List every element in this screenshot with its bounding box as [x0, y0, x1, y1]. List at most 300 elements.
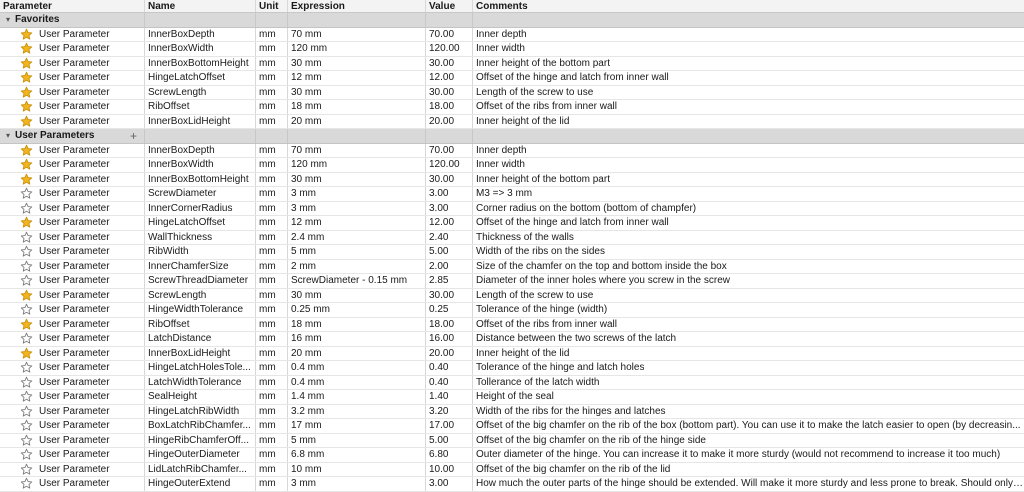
chevron-down-icon[interactable]: ▾ — [5, 15, 10, 25]
parameter-expression: 3.2 mm — [291, 405, 325, 417]
parameter-cell — [0, 332, 145, 346]
parameter-unit: mm — [259, 86, 276, 98]
comment-cell[interactable] — [473, 434, 1024, 448]
parameter-expression: 10 mm — [291, 463, 322, 475]
unit-cell[interactable] — [256, 42, 288, 56]
unit-cell[interactable] — [256, 463, 288, 477]
expression-cell[interactable] — [288, 405, 426, 419]
parameter-unit: mm — [259, 275, 276, 287]
table-row[interactable] — [0, 303, 1024, 318]
table-row[interactable] — [0, 42, 1024, 57]
parameter-unit: mm — [259, 405, 276, 417]
table-row[interactable] — [0, 448, 1024, 463]
comment-cell[interactable] — [473, 260, 1024, 274]
value-cell — [426, 202, 473, 216]
table-row[interactable] — [0, 463, 1024, 478]
expression-cell[interactable] — [288, 231, 426, 245]
unit-cell[interactable] — [256, 303, 288, 317]
value-cell — [426, 361, 473, 375]
star-filled-icon[interactable] — [20, 100, 33, 113]
star-outline-icon[interactable] — [20, 477, 33, 490]
parameter-unit: mm — [259, 144, 276, 156]
expression-cell[interactable] — [288, 245, 426, 259]
table-row[interactable] — [0, 173, 1024, 188]
group-empty-cell — [145, 129, 256, 143]
star-filled-icon[interactable] — [20, 71, 33, 84]
unit-cell[interactable] — [256, 245, 288, 259]
parameter-type: User Parameter — [39, 173, 110, 185]
unit-cell[interactable] — [256, 289, 288, 303]
name-cell[interactable] — [145, 405, 256, 419]
star-outline-icon[interactable] — [20, 376, 33, 389]
comment-cell[interactable] — [473, 144, 1024, 158]
unit-cell[interactable] — [256, 144, 288, 158]
name-cell[interactable] — [145, 390, 256, 404]
name-cell[interactable] — [145, 245, 256, 259]
parameter-type: User Parameter — [39, 376, 110, 388]
parameter-cell — [0, 289, 145, 303]
parameter-expression: 70 mm — [291, 144, 322, 156]
parameter-value: 3.00 — [429, 478, 449, 490]
star-filled-icon[interactable] — [20, 289, 33, 302]
parameter-value: 0.40 — [429, 376, 449, 388]
name-cell[interactable] — [145, 100, 256, 114]
table-row[interactable] — [0, 231, 1024, 246]
group-empty-cell — [256, 129, 288, 143]
group-row-user-parameters[interactable] — [0, 129, 1024, 144]
column-header-expression[interactable] — [288, 0, 426, 12]
group-empty-cell — [473, 129, 1024, 143]
parameter-cell — [0, 158, 145, 172]
parameter-type: User Parameter — [39, 159, 110, 171]
star-filled-icon[interactable] — [20, 86, 33, 99]
name-cell[interactable] — [145, 71, 256, 85]
comment-cell[interactable] — [473, 216, 1024, 230]
unit-cell[interactable] — [256, 390, 288, 404]
parameter-comment: Tolerance of the hinge and latch holes — [476, 362, 645, 374]
table-row[interactable] — [0, 347, 1024, 362]
unit-cell[interactable] — [256, 158, 288, 172]
name-cell[interactable] — [145, 57, 256, 71]
star-outline-icon[interactable] — [20, 260, 33, 273]
parameter-expression: 3 mm — [291, 188, 316, 200]
table-row[interactable] — [0, 216, 1024, 231]
unit-cell[interactable] — [256, 115, 288, 129]
comment-cell[interactable] — [473, 376, 1024, 390]
unit-cell[interactable] — [256, 477, 288, 491]
unit-cell[interactable] — [256, 173, 288, 187]
name-cell[interactable] — [145, 318, 256, 332]
column-header-label: Value — [429, 0, 456, 12]
parameter-type: User Parameter — [39, 289, 110, 301]
group-label: User Parameters — [15, 130, 95, 142]
parameter-type: User Parameter — [39, 28, 110, 40]
unit-cell[interactable] — [256, 202, 288, 216]
star-outline-icon[interactable] — [20, 361, 33, 374]
unit-cell[interactable] — [256, 318, 288, 332]
table-row[interactable] — [0, 289, 1024, 304]
expression-cell[interactable] — [288, 57, 426, 71]
column-header-label: Unit — [259, 0, 279, 12]
expression-cell[interactable] — [288, 187, 426, 201]
comment-cell[interactable] — [473, 463, 1024, 477]
parameter-cell — [0, 390, 145, 404]
column-header-label: Expression — [291, 0, 345, 12]
name-cell[interactable] — [145, 376, 256, 390]
star-outline-icon[interactable] — [20, 274, 33, 287]
parameter-name: HingeLatchOffset — [148, 72, 226, 84]
name-cell[interactable] — [145, 144, 256, 158]
parameter-value: 5.00 — [429, 434, 449, 446]
star-outline-icon[interactable] — [20, 390, 33, 403]
star-filled-icon[interactable] — [20, 57, 33, 70]
parameter-name: ScrewDiameter — [148, 188, 217, 200]
comment-cell[interactable] — [473, 187, 1024, 201]
table-row[interactable] — [0, 419, 1024, 434]
name-cell[interactable] — [145, 202, 256, 216]
name-cell[interactable] — [145, 28, 256, 42]
comment-cell[interactable] — [473, 202, 1024, 216]
name-cell[interactable] — [145, 361, 256, 375]
name-cell[interactable] — [145, 419, 256, 433]
unit-cell[interactable] — [256, 332, 288, 346]
parameter-cell — [0, 231, 145, 245]
parameter-type: User Parameter — [39, 260, 110, 272]
parameter-unit: mm — [259, 217, 276, 229]
star-outline-icon[interactable] — [20, 434, 33, 447]
table-header — [0, 0, 1024, 13]
table-row[interactable] — [0, 477, 1024, 492]
star-outline-icon[interactable] — [20, 202, 33, 215]
table-row[interactable] — [0, 361, 1024, 376]
expression-cell[interactable] — [288, 332, 426, 346]
star-filled-icon[interactable] — [20, 158, 33, 171]
value-cell — [426, 42, 473, 56]
expression-cell[interactable] — [288, 173, 426, 187]
parameter-comment: Inner width — [476, 43, 525, 55]
column-header-name[interactable] — [145, 0, 256, 12]
name-cell[interactable] — [145, 274, 256, 288]
comment-cell[interactable] — [473, 274, 1024, 288]
comment-cell[interactable] — [473, 303, 1024, 317]
parameter-unit: mm — [259, 57, 276, 69]
value-cell — [426, 71, 473, 85]
parameter-type: User Parameter — [39, 347, 110, 359]
table-row[interactable] — [0, 245, 1024, 260]
expression-cell[interactable] — [288, 216, 426, 230]
user-parameter-rows — [0, 144, 1024, 492]
expression-cell[interactable] — [288, 318, 426, 332]
expression-cell[interactable] — [288, 158, 426, 172]
parameter-name: LatchWidthTolerance — [148, 376, 242, 388]
comment-cell[interactable] — [473, 405, 1024, 419]
expression-cell[interactable] — [288, 42, 426, 56]
name-cell[interactable] — [145, 86, 256, 100]
parameter-value: 18.00 — [429, 318, 455, 330]
parameter-unit: mm — [259, 478, 276, 490]
value-cell — [426, 187, 473, 201]
comment-cell[interactable] — [473, 289, 1024, 303]
expression-cell[interactable] — [288, 86, 426, 100]
parameter-value: 2.40 — [429, 231, 449, 243]
name-cell[interactable] — [145, 173, 256, 187]
expression-cell[interactable] — [288, 100, 426, 114]
value-cell — [426, 419, 473, 433]
parameter-value: 30.00 — [429, 86, 455, 98]
star-filled-icon[interactable] — [20, 115, 33, 128]
table-row[interactable] — [0, 86, 1024, 101]
table-row[interactable] — [0, 187, 1024, 202]
parameter-unit: mm — [259, 72, 276, 84]
name-cell[interactable] — [145, 289, 256, 303]
table-row[interactable] — [0, 115, 1024, 130]
star-outline-icon[interactable] — [20, 231, 33, 244]
parameter-value: 30.00 — [429, 173, 455, 185]
comment-cell[interactable] — [473, 332, 1024, 346]
star-outline-icon[interactable] — [20, 419, 33, 432]
comment-cell[interactable] — [473, 115, 1024, 129]
table-row[interactable] — [0, 405, 1024, 420]
parameter-cell — [0, 144, 145, 158]
expression-cell[interactable] — [288, 274, 426, 288]
star-outline-icon[interactable] — [20, 303, 33, 316]
star-filled-icon[interactable] — [20, 347, 33, 360]
star-filled-icon[interactable] — [20, 42, 33, 55]
star-filled-icon[interactable] — [20, 318, 33, 331]
table-row[interactable] — [0, 390, 1024, 405]
unit-cell[interactable] — [256, 434, 288, 448]
parameter-value: 18.00 — [429, 101, 455, 113]
parameter-name: InnerBoxWidth — [148, 43, 214, 55]
unit-cell[interactable] — [256, 231, 288, 245]
table-row[interactable] — [0, 434, 1024, 449]
comment-cell[interactable] — [473, 390, 1024, 404]
unit-cell[interactable] — [256, 419, 288, 433]
parameter-type: User Parameter — [39, 43, 110, 55]
parameter-unit: mm — [259, 246, 276, 258]
unit-cell[interactable] — [256, 86, 288, 100]
name-cell[interactable] — [145, 216, 256, 230]
table-row[interactable] — [0, 158, 1024, 173]
expression-cell[interactable] — [288, 202, 426, 216]
expression-cell[interactable] — [288, 463, 426, 477]
table-row[interactable] — [0, 144, 1024, 159]
parameter-name: LatchDistance — [148, 333, 212, 345]
parameter-name: HingeLatchOffset — [148, 217, 226, 229]
parameter-comment: Offset of the big chamfer on the rib of the hinge side — [476, 434, 706, 446]
comment-cell[interactable] — [473, 57, 1024, 71]
comment-cell[interactable] — [473, 477, 1024, 491]
table-row[interactable] — [0, 274, 1024, 289]
comment-cell[interactable] — [473, 419, 1024, 433]
name-cell[interactable] — [145, 477, 256, 491]
parameter-comment: Length of the screw to use — [476, 86, 594, 98]
column-header-comments[interactable] — [473, 0, 1024, 12]
unit-cell[interactable] — [256, 57, 288, 71]
expression-cell[interactable] — [288, 303, 426, 317]
comment-cell[interactable] — [473, 245, 1024, 259]
parameter-value: 6.80 — [429, 449, 449, 461]
name-cell[interactable] — [145, 434, 256, 448]
value-cell — [426, 318, 473, 332]
parameter-type: User Parameter — [39, 202, 110, 214]
unit-cell[interactable] — [256, 216, 288, 230]
parameter-expression: ScrewDiameter - 0.15 mm — [291, 275, 408, 287]
expression-cell[interactable] — [288, 361, 426, 375]
value-cell — [426, 28, 473, 42]
unit-cell[interactable] — [256, 448, 288, 462]
expression-cell[interactable] — [288, 419, 426, 433]
comment-cell[interactable] — [473, 42, 1024, 56]
name-cell[interactable] — [145, 260, 256, 274]
parameter-expression: 0.25 mm — [291, 304, 330, 316]
name-cell[interactable] — [145, 448, 256, 462]
comment-cell[interactable] — [473, 231, 1024, 245]
parameter-type: User Parameter — [39, 188, 110, 200]
unit-cell[interactable] — [256, 260, 288, 274]
unit-cell[interactable] — [256, 376, 288, 390]
column-header-parameter[interactable] — [0, 0, 145, 12]
parameter-comment: Inner depth — [476, 144, 527, 156]
expression-cell[interactable] — [288, 260, 426, 274]
unit-cell[interactable] — [256, 405, 288, 419]
parameter-type: User Parameter — [39, 478, 110, 490]
comment-cell[interactable] — [473, 158, 1024, 172]
unit-cell[interactable] — [256, 361, 288, 375]
expression-cell[interactable] — [288, 434, 426, 448]
parameter-type: User Parameter — [39, 86, 110, 98]
comment-cell[interactable] — [473, 100, 1024, 114]
value-cell — [426, 376, 473, 390]
comment-cell[interactable] — [473, 86, 1024, 100]
group-row-favorites[interactable] — [0, 13, 1024, 28]
parameter-expression: 30 mm — [291, 289, 322, 301]
value-cell — [426, 434, 473, 448]
expression-cell[interactable] — [288, 115, 426, 129]
parameter-name: WallThickness — [148, 231, 213, 243]
column-header-value[interactable] — [426, 0, 473, 12]
comment-cell[interactable] — [473, 318, 1024, 332]
star-filled-icon[interactable] — [20, 173, 33, 186]
parameter-unit: mm — [259, 260, 276, 272]
expression-cell[interactable] — [288, 376, 426, 390]
expression-cell[interactable] — [288, 28, 426, 42]
table-row[interactable] — [0, 318, 1024, 333]
star-outline-icon[interactable] — [20, 463, 33, 476]
table-row[interactable] — [0, 332, 1024, 347]
group-empty-cell — [256, 13, 288, 27]
name-cell[interactable] — [145, 42, 256, 56]
name-cell[interactable] — [145, 332, 256, 346]
parameter-value: 0.25 — [429, 304, 449, 316]
parameter-value: 5.00 — [429, 246, 449, 258]
expression-cell[interactable] — [288, 448, 426, 462]
value-cell — [426, 100, 473, 114]
expression-cell[interactable] — [288, 477, 426, 491]
name-cell[interactable] — [145, 158, 256, 172]
name-cell[interactable] — [145, 231, 256, 245]
star-outline-icon[interactable] — [20, 187, 33, 200]
comment-cell[interactable] — [473, 71, 1024, 85]
table-row[interactable] — [0, 376, 1024, 391]
parameter-expression: 18 mm — [291, 318, 322, 330]
column-header-unit[interactable] — [256, 0, 288, 12]
parameter-name: HingeRibChamferOff... — [148, 434, 249, 446]
parameter-type: User Parameter — [39, 246, 110, 258]
comment-cell[interactable] — [473, 361, 1024, 375]
table-row[interactable] — [0, 100, 1024, 115]
table-row[interactable] — [0, 202, 1024, 217]
parameter-name: LidLatchRibChamfer... — [148, 463, 247, 475]
parameter-cell — [0, 318, 145, 332]
expression-cell[interactable] — [288, 71, 426, 85]
name-cell[interactable] — [145, 347, 256, 361]
comment-cell[interactable] — [473, 28, 1024, 42]
table-row[interactable] — [0, 57, 1024, 72]
parameter-comment: Inner height of the bottom part — [476, 173, 610, 185]
unit-cell[interactable] — [256, 347, 288, 361]
expression-cell[interactable] — [288, 144, 426, 158]
parameter-unit: mm — [259, 43, 276, 55]
unit-cell[interactable] — [256, 28, 288, 42]
parameter-unit: mm — [259, 188, 276, 200]
table-row[interactable] — [0, 71, 1024, 86]
name-cell[interactable] — [145, 463, 256, 477]
parameter-comment: Offset of the ribs from inner wall — [476, 318, 617, 330]
parameter-expression: 0.4 mm — [291, 362, 325, 374]
star-outline-icon[interactable] — [20, 245, 33, 258]
table-row[interactable] — [0, 260, 1024, 275]
parameter-value: 0.40 — [429, 362, 449, 374]
name-cell[interactable] — [145, 187, 256, 201]
comment-cell[interactable] — [473, 448, 1024, 462]
parameter-value: 2.85 — [429, 275, 449, 287]
add-parameter-icon[interactable]: + — [130, 129, 138, 143]
star-filled-icon[interactable] — [20, 216, 33, 229]
chevron-down-icon[interactable]: ▾ — [5, 131, 10, 141]
name-cell[interactable] — [145, 303, 256, 317]
unit-cell[interactable] — [256, 274, 288, 288]
group-label: Favorites — [15, 14, 60, 26]
unit-cell[interactable] — [256, 71, 288, 85]
parameter-type: User Parameter — [39, 115, 110, 127]
parameter-cell — [0, 448, 145, 462]
expression-cell[interactable] — [288, 289, 426, 303]
parameter-value: 120.00 — [429, 43, 460, 55]
value-cell — [426, 463, 473, 477]
star-outline-icon[interactable] — [20, 405, 33, 418]
parameter-value: 3.00 — [429, 202, 449, 214]
unit-cell[interactable] — [256, 100, 288, 114]
star-outline-icon[interactable] — [20, 448, 33, 461]
expression-cell[interactable] — [288, 347, 426, 361]
star-filled-icon[interactable] — [20, 144, 33, 157]
column-header-label: Comments — [476, 0, 528, 12]
comment-cell[interactable] — [473, 173, 1024, 187]
parameter-unit: mm — [259, 115, 276, 127]
unit-cell[interactable] — [256, 187, 288, 201]
parameter-comment: Height of the seal — [476, 391, 554, 403]
group-cell — [0, 129, 145, 143]
name-cell[interactable] — [145, 115, 256, 129]
parameter-unit: mm — [259, 463, 276, 475]
star-filled-icon[interactable] — [20, 28, 33, 41]
comment-cell[interactable] — [473, 347, 1024, 361]
group-cell — [0, 13, 145, 27]
expression-cell[interactable] — [288, 390, 426, 404]
star-outline-icon[interactable] — [20, 332, 33, 345]
table-row[interactable] — [0, 28, 1024, 43]
